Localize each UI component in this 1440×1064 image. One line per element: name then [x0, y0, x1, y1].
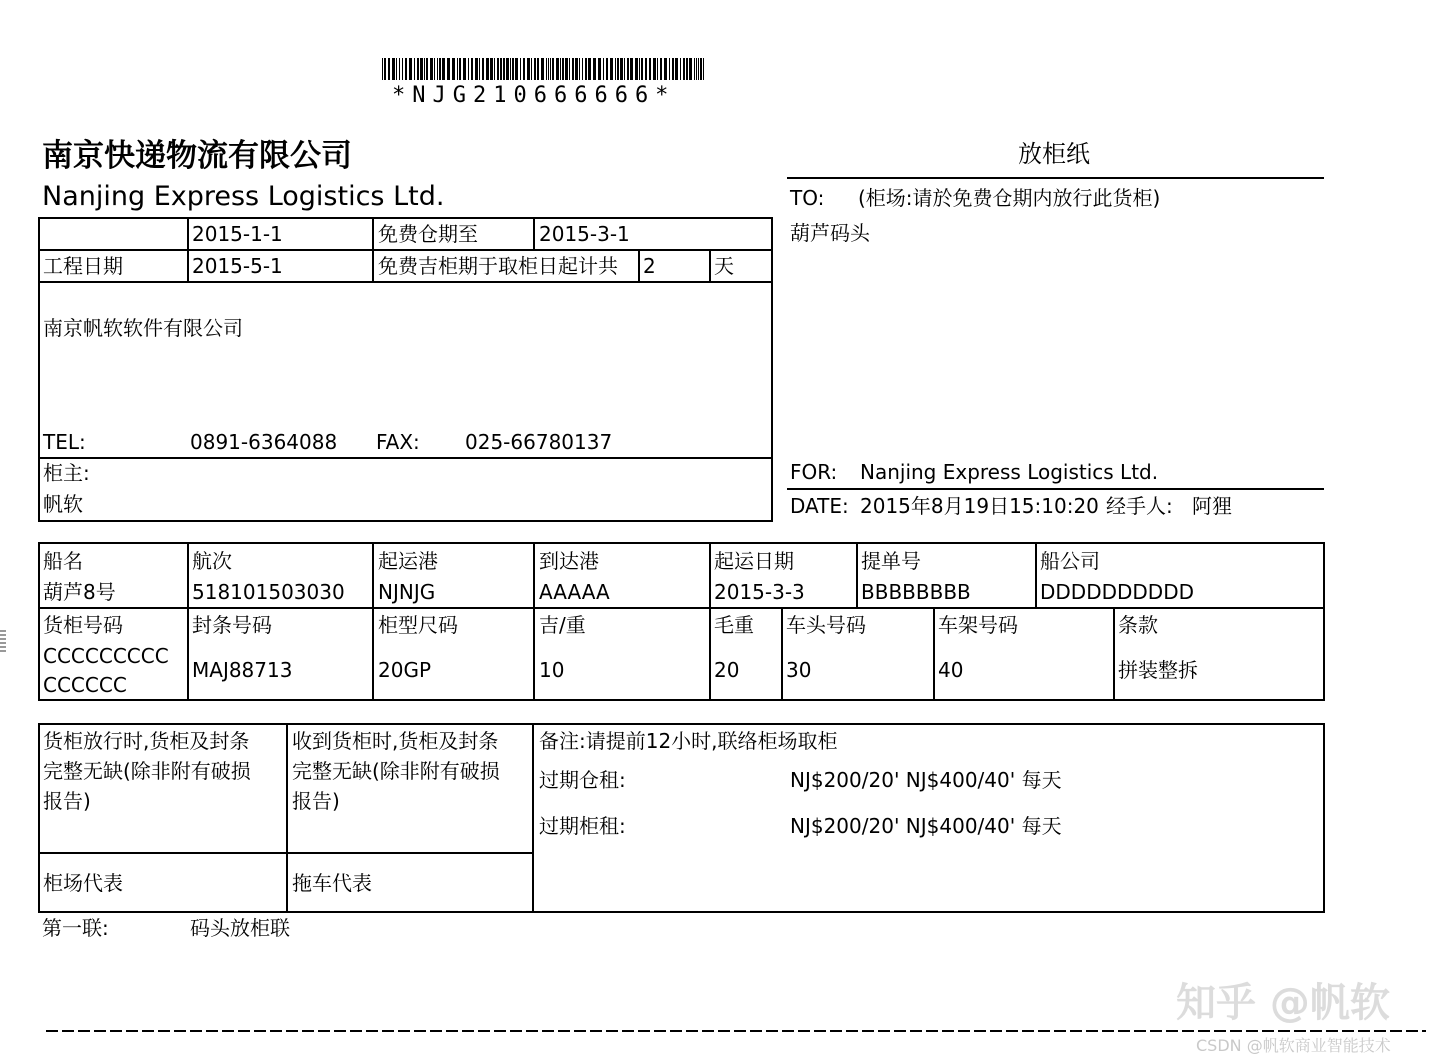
receive-note-line1: 收到货柜时,货柜及封条 [292, 729, 499, 753]
watermark: 知乎 @帆软 [1176, 980, 1390, 1026]
barcode-bar [459, 58, 461, 80]
barcode-bar [624, 58, 625, 80]
barcode-bar [680, 58, 681, 80]
barcode-bar [603, 58, 604, 80]
barcode [382, 58, 704, 80]
barcode-bar [534, 58, 536, 80]
watermark-sub: CSDN @帆软商业智能技术 [1196, 1036, 1391, 1055]
overdue-storage-value: NJ$200/20' NJ$400/40' 每天 [790, 768, 1062, 792]
barcode-bar [579, 58, 580, 80]
barcode-bar [550, 58, 551, 80]
barcode-bar [698, 58, 699, 80]
barcode-bar [560, 58, 561, 80]
drag-handle-icon [0, 630, 6, 652]
truck-representative: 拖车代表 [292, 871, 372, 895]
date-label: DATE: [790, 494, 849, 518]
barcode-bar [703, 58, 704, 80]
barcode-bar [384, 58, 386, 80]
tel-label: TEL: [43, 430, 86, 454]
barcode-bar [675, 58, 678, 80]
barcode-bar [463, 58, 466, 80]
yard-name: 葫芦码头 [790, 221, 870, 245]
ship-header-departure-date: 起运日期 [714, 549, 794, 573]
remark: 备注:请提前12小时,联络柜场取柜 [539, 729, 838, 753]
barcode-bar [500, 58, 502, 80]
barcode-bar [598, 58, 601, 80]
ship-value-seal-no: MAJ88713 [192, 658, 293, 682]
barcode-bar [388, 58, 390, 80]
ship-header-truck-no: 车头号码 [786, 613, 866, 637]
cut-line [46, 1030, 1426, 1032]
ship-value-container-no-line1: CCCCCCCCC [43, 644, 169, 668]
copy-label: 第一联: [42, 916, 109, 940]
barcode-bar [635, 58, 638, 80]
barcode-bar [657, 58, 658, 80]
barcode-bar [548, 58, 549, 80]
barcode-bar [486, 58, 489, 80]
ship-value-container-type: 20GP [378, 658, 432, 682]
ship-header-container-type: 柜型尺码 [378, 613, 458, 637]
ship-header-seal-no: 封条号码 [192, 613, 272, 637]
barcode-bar [627, 58, 629, 80]
barcode-bar [689, 58, 692, 80]
barcode-bar [490, 58, 493, 80]
barcode-bar [606, 58, 608, 80]
handler-value: 阿狸 [1192, 494, 1232, 518]
ship-header-vessel: 船名 [43, 549, 83, 573]
ship-header-terms: 条款 [1118, 613, 1158, 637]
barcode-bar [479, 58, 480, 80]
overdue-container-label: 过期柜租: [539, 814, 626, 838]
ship-header-bl-no: 提单号 [861, 549, 921, 573]
release-note-line3: 报告) [43, 789, 91, 813]
barcode-bar [512, 58, 514, 80]
barcode-bar [531, 58, 532, 80]
barcode-bar [527, 58, 530, 80]
barcode-bar [562, 58, 564, 80]
barcode-bar [664, 58, 667, 80]
barcode-bar [669, 58, 670, 80]
barcode-bar [593, 58, 596, 80]
receive-note-line2: 完整无缺(除非附有破损 [292, 759, 500, 783]
barcode-bar [582, 58, 583, 80]
to-label: TO: [790, 186, 825, 210]
barcode-bar [426, 58, 428, 80]
barcode-bar [556, 58, 559, 80]
free-storage-label: 免费仓期至 [378, 222, 478, 246]
company-name-cn: 南京快递物流有限公司 [42, 138, 352, 174]
project-date-label: 工程日期 [43, 254, 123, 278]
barcode-bar [588, 58, 591, 80]
overdue-container-value: NJ$200/20' NJ$400/40' 每天 [790, 814, 1062, 838]
barcode-bar [434, 58, 435, 80]
barcode-bar [439, 58, 441, 80]
barcode-bar [392, 58, 395, 80]
free-container-label: 免费吉柜期于取柜日起计共 [378, 254, 618, 278]
ship-value-vessel: 葫芦8号 [43, 580, 116, 604]
barcode-bar [396, 58, 397, 80]
barcode-bar [382, 58, 383, 80]
barcode-bar [447, 58, 450, 80]
barcode-bar [686, 58, 688, 80]
barcode-bar [660, 58, 662, 80]
barcode-bar [565, 58, 568, 80]
barcode-bar [405, 58, 407, 80]
ship-value-empty-full: 10 [539, 658, 565, 682]
fax-label: FAX: [376, 430, 420, 454]
barcode-bar [694, 58, 695, 80]
ship-value-shipping-co: DDDDDDDDDD [1040, 580, 1195, 604]
barcode-bar [494, 58, 495, 80]
for-value: Nanjing Express Logistics Ltd. [860, 460, 1159, 484]
barcode-bar [696, 58, 697, 80]
barcode-bar [399, 58, 400, 80]
day-unit: 天 [714, 254, 734, 278]
barcode-bar [649, 58, 651, 80]
barcode-text: *NJG210666666* [392, 83, 676, 108]
ship-header-dest-port: 到达港 [539, 549, 599, 573]
to-text: (柜场:请於免费仓期内放行此货柜) [858, 186, 1161, 210]
barcode-bar [414, 58, 415, 80]
for-label: FOR: [790, 460, 838, 484]
overdue-storage-label: 过期仓租: [539, 768, 626, 792]
ship-header-chassis-no: 车架号码 [938, 613, 1018, 637]
ship-header-container-no: 货柜号码 [43, 613, 123, 637]
fax-value: 025-66780137 [465, 430, 613, 454]
barcode-bar [402, 58, 403, 80]
date-value: 2015年8月19日15:10:20 [860, 494, 1099, 518]
barcode-bar [503, 58, 505, 80]
barcode-bar [510, 58, 511, 80]
tel-value: 0891-6364088 [190, 430, 338, 454]
barcode-bar [639, 58, 640, 80]
barcode-bar [552, 58, 554, 80]
ship-header-gross-weight: 毛重 [714, 613, 754, 637]
project-date-value: 2015-5-1 [192, 254, 283, 278]
customer-company: 南京帆软软件有限公司 [43, 316, 243, 340]
ship-value-truck-no: 30 [786, 658, 812, 682]
ship-header-shipping-co: 船公司 [1040, 549, 1100, 573]
barcode-bar [452, 58, 455, 80]
barcode-bar [523, 58, 525, 80]
barcode-bar [653, 58, 656, 80]
ship-value-voyage: 518101503030 [192, 580, 345, 604]
barcode-bar [672, 58, 674, 80]
document-title: 放柜纸 [1018, 140, 1090, 168]
ship-value-departure-date: 2015-3-3 [714, 580, 805, 604]
barcode-bar [468, 58, 469, 80]
ship-header-origin-port: 起运港 [378, 549, 438, 573]
barcode-bar [615, 58, 616, 80]
barcode-bar [569, 58, 570, 80]
barcode-bar [546, 58, 547, 80]
barcode-bar [645, 58, 647, 80]
free-storage-value: 2015-3-1 [539, 222, 630, 246]
barcode-bar [409, 58, 412, 80]
ship-value-chassis-no: 40 [938, 658, 964, 682]
barcode-bar [442, 58, 445, 80]
receive-note-line3: 报告) [292, 789, 340, 813]
barcode-bar [437, 58, 438, 80]
barcode-bar [610, 58, 613, 80]
copy-value: 码头放柜联 [190, 916, 290, 940]
ship-value-dest-port: AAAAA [539, 580, 610, 604]
barcode-bar [572, 58, 574, 80]
barcode-bar [475, 58, 478, 80]
barcode-bar [700, 58, 702, 80]
barcode-bar [575, 58, 578, 80]
free-container-days: 2 [643, 254, 656, 278]
barcode-bar [683, 58, 685, 80]
barcode-bar [585, 58, 587, 80]
owner-label: 柜主: [43, 461, 90, 485]
ship-value-gross-weight: 20 [714, 658, 740, 682]
barcode-bar [506, 58, 509, 80]
date-field: 2015-1-1 [192, 222, 283, 246]
barcode-bar [515, 58, 518, 80]
barcode-bar [420, 58, 423, 80]
barcode-bar [630, 58, 633, 80]
barcode-bar [430, 58, 433, 80]
ship-header-voyage: 航次 [192, 549, 232, 573]
ship-value-terms: 拼装整拆 [1118, 658, 1198, 682]
barcode-bar [641, 58, 643, 80]
barcode-bar [537, 58, 539, 80]
yard-representative: 柜场代表 [43, 871, 123, 895]
barcode-bar [617, 58, 619, 80]
barcode-bar [471, 58, 473, 80]
ship-value-origin-port: NJNJG [378, 580, 436, 604]
ship-header-empty-full: 吉/重 [539, 613, 586, 637]
ship-value-bl-no: BBBBBBBB [861, 580, 971, 604]
release-note-line2: 完整无缺(除非附有破损 [43, 759, 251, 783]
barcode-bar [620, 58, 623, 80]
barcode-bar [520, 58, 521, 80]
barcode-bar [424, 58, 425, 80]
barcode-bar [541, 58, 544, 80]
barcode-bar [457, 58, 458, 80]
barcode-bar [497, 58, 499, 80]
ship-value-container-no-line2: CCCCCC [43, 673, 127, 697]
barcode-bar [482, 58, 484, 80]
barcode-bar [417, 58, 419, 80]
owner-value: 帆软 [43, 492, 83, 516]
company-name-en: Nanjing Express Logistics Ltd. [42, 181, 445, 212]
release-note-line1: 货柜放行时,货柜及封条 [43, 729, 250, 753]
handler-label: 经手人: [1106, 494, 1173, 518]
